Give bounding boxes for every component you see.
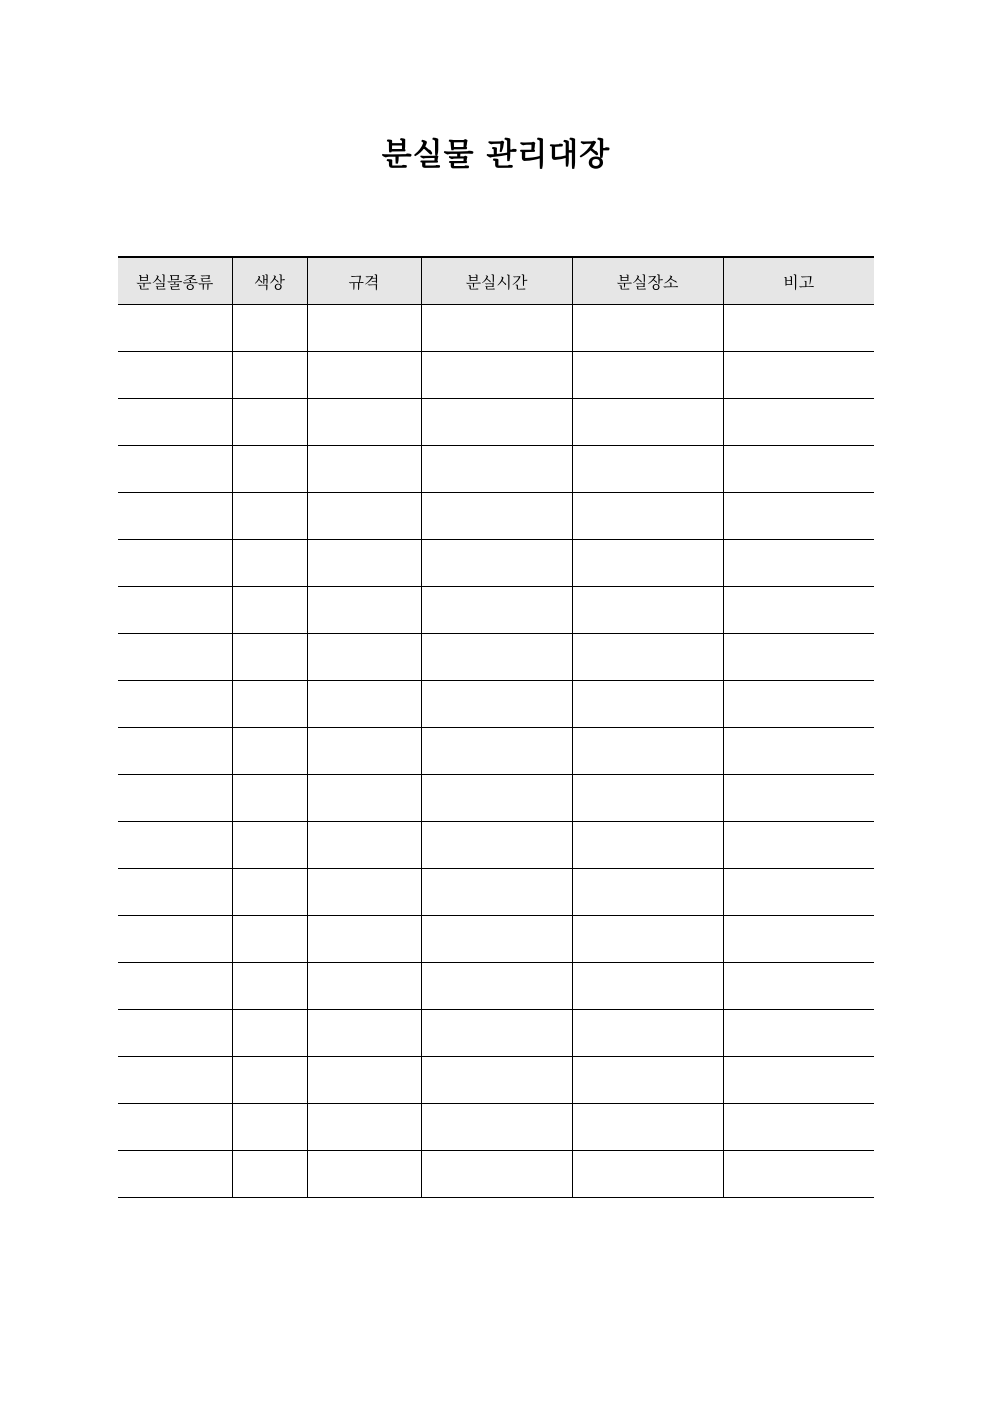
column-header-lost-place: 분실장소 xyxy=(572,257,723,305)
table-cell[interactable] xyxy=(572,775,723,822)
table-cell[interactable] xyxy=(307,822,421,869)
table-cell[interactable] xyxy=(307,446,421,493)
table-cell[interactable] xyxy=(307,1010,421,1057)
table-cell[interactable] xyxy=(421,493,572,540)
table-cell[interactable] xyxy=(572,728,723,775)
table-cell[interactable] xyxy=(118,352,232,399)
table-cell[interactable] xyxy=(118,916,232,963)
table-cell[interactable] xyxy=(723,869,874,916)
table-cell[interactable] xyxy=(232,775,307,822)
table-row xyxy=(118,446,874,493)
table-cell[interactable] xyxy=(232,963,307,1010)
table-cell[interactable] xyxy=(307,869,421,916)
table-cell[interactable] xyxy=(421,681,572,728)
table-cell[interactable] xyxy=(232,493,307,540)
table-cell[interactable] xyxy=(232,1151,307,1198)
table-cell[interactable] xyxy=(118,728,232,775)
table-cell[interactable] xyxy=(572,446,723,493)
table-row xyxy=(118,399,874,446)
table-cell[interactable] xyxy=(307,681,421,728)
column-header-size: 규격 xyxy=(307,257,421,305)
table-cell[interactable] xyxy=(232,869,307,916)
table-cell[interactable] xyxy=(232,634,307,681)
table-cell[interactable] xyxy=(723,352,874,399)
table-cell[interactable] xyxy=(572,352,723,399)
table-cell[interactable] xyxy=(723,305,874,352)
table-cell[interactable] xyxy=(723,775,874,822)
table-cell[interactable] xyxy=(723,1057,874,1104)
table-cell[interactable] xyxy=(307,399,421,446)
table-cell[interactable] xyxy=(723,1010,874,1057)
table-cell[interactable] xyxy=(118,1151,232,1198)
table-row xyxy=(118,728,874,775)
table-cell[interactable] xyxy=(572,1010,723,1057)
table-cell[interactable] xyxy=(421,634,572,681)
table-cell[interactable] xyxy=(723,728,874,775)
table-body xyxy=(118,305,874,1198)
table-cell[interactable] xyxy=(572,540,723,587)
table-cell[interactable] xyxy=(307,305,421,352)
table-cell[interactable] xyxy=(723,399,874,446)
table-cell[interactable] xyxy=(232,399,307,446)
table-cell[interactable] xyxy=(232,352,307,399)
table-header-row xyxy=(118,257,874,305)
table-row xyxy=(118,775,874,822)
table-cell[interactable] xyxy=(572,305,723,352)
table-cell[interactable] xyxy=(118,775,232,822)
table-cell[interactable] xyxy=(572,1151,723,1198)
table-cell[interactable] xyxy=(421,869,572,916)
table-cell[interactable] xyxy=(307,493,421,540)
table-cell[interactable] xyxy=(421,822,572,869)
table-cell[interactable] xyxy=(118,963,232,1010)
table-cell[interactable] xyxy=(232,540,307,587)
table-cell[interactable] xyxy=(307,540,421,587)
table-row xyxy=(118,305,874,352)
table-cell[interactable] xyxy=(307,916,421,963)
table-cell[interactable] xyxy=(723,916,874,963)
table-cell[interactable] xyxy=(232,1057,307,1104)
table-cell[interactable] xyxy=(421,587,572,634)
table-cell[interactable] xyxy=(572,916,723,963)
table-cell[interactable] xyxy=(307,352,421,399)
table-cell[interactable] xyxy=(572,681,723,728)
table-row xyxy=(118,822,874,869)
table-cell[interactable] xyxy=(421,1104,572,1151)
table-cell[interactable] xyxy=(723,822,874,869)
table-row xyxy=(118,963,874,1010)
table-cell[interactable] xyxy=(723,1151,874,1198)
table-cell[interactable] xyxy=(421,963,572,1010)
table-cell[interactable] xyxy=(421,1151,572,1198)
table-cell[interactable] xyxy=(572,634,723,681)
table-cell[interactable] xyxy=(307,775,421,822)
column-header-lost-time: 분실시간 xyxy=(421,257,572,305)
table-row xyxy=(118,1010,874,1057)
table-cell[interactable] xyxy=(723,446,874,493)
table-cell[interactable] xyxy=(723,493,874,540)
table-cell[interactable] xyxy=(118,1010,232,1057)
table-cell[interactable] xyxy=(723,1104,874,1151)
table-cell[interactable] xyxy=(232,446,307,493)
column-header-color: 색상 xyxy=(232,257,307,305)
table-cell[interactable] xyxy=(421,352,572,399)
table-cell[interactable] xyxy=(118,493,232,540)
table-row xyxy=(118,493,874,540)
table-cell[interactable] xyxy=(232,916,307,963)
table-row xyxy=(118,916,874,963)
table-cell[interactable] xyxy=(572,1057,723,1104)
table-cell[interactable] xyxy=(118,822,232,869)
table-cell[interactable] xyxy=(232,728,307,775)
table-cell[interactable] xyxy=(307,1151,421,1198)
table-cell[interactable] xyxy=(307,963,421,1010)
table-cell[interactable] xyxy=(118,305,232,352)
table-cell[interactable] xyxy=(232,822,307,869)
table-cell[interactable] xyxy=(572,869,723,916)
table-cell[interactable] xyxy=(118,869,232,916)
table-row xyxy=(118,634,874,681)
table-cell[interactable] xyxy=(118,446,232,493)
table-cell[interactable] xyxy=(723,634,874,681)
table-cell[interactable] xyxy=(572,963,723,1010)
table-cell[interactable] xyxy=(723,587,874,634)
table-cell[interactable] xyxy=(307,587,421,634)
table-cell[interactable] xyxy=(421,775,572,822)
table-row xyxy=(118,681,874,728)
table-row xyxy=(118,587,874,634)
table-row xyxy=(118,869,874,916)
table-cell[interactable] xyxy=(421,540,572,587)
table-cell[interactable] xyxy=(118,634,232,681)
table-cell[interactable] xyxy=(723,963,874,1010)
table-cell[interactable] xyxy=(307,1057,421,1104)
table-cell[interactable] xyxy=(232,1010,307,1057)
lost-items-ledger-table xyxy=(118,256,874,1198)
table-row xyxy=(118,540,874,587)
table-row xyxy=(118,1151,874,1198)
table-cell[interactable] xyxy=(232,305,307,352)
table-cell[interactable] xyxy=(232,1104,307,1151)
table-cell[interactable] xyxy=(421,1010,572,1057)
column-header-remarks: 비고 xyxy=(723,257,874,305)
table-cell[interactable] xyxy=(723,681,874,728)
table-cell[interactable] xyxy=(421,399,572,446)
table-cell[interactable] xyxy=(572,822,723,869)
table-row xyxy=(118,1104,874,1151)
table-cell[interactable] xyxy=(118,1104,232,1151)
table-cell[interactable] xyxy=(307,1104,421,1151)
table-cell[interactable] xyxy=(421,446,572,493)
table-cell[interactable] xyxy=(421,916,572,963)
table-cell[interactable] xyxy=(572,399,723,446)
table-cell[interactable] xyxy=(232,587,307,634)
column-header-item-type: 분실물종류 xyxy=(118,257,232,305)
table-cell[interactable] xyxy=(118,587,232,634)
table-cell[interactable] xyxy=(307,728,421,775)
table-cell[interactable] xyxy=(421,305,572,352)
table-cell[interactable] xyxy=(118,681,232,728)
table-cell[interactable] xyxy=(118,540,232,587)
table-row xyxy=(118,352,874,399)
table-cell[interactable] xyxy=(723,540,874,587)
table-cell[interactable] xyxy=(421,1057,572,1104)
table-cell[interactable] xyxy=(232,681,307,728)
page-title: 분실물 관리대장 xyxy=(381,137,611,173)
table-cell[interactable] xyxy=(307,634,421,681)
table-cell[interactable] xyxy=(572,1104,723,1151)
table-cell[interactable] xyxy=(118,399,232,446)
table-cell[interactable] xyxy=(421,728,572,775)
table-cell[interactable] xyxy=(118,1057,232,1104)
table-cell[interactable] xyxy=(572,587,723,634)
table-row xyxy=(118,1057,874,1104)
table-cell[interactable] xyxy=(572,493,723,540)
